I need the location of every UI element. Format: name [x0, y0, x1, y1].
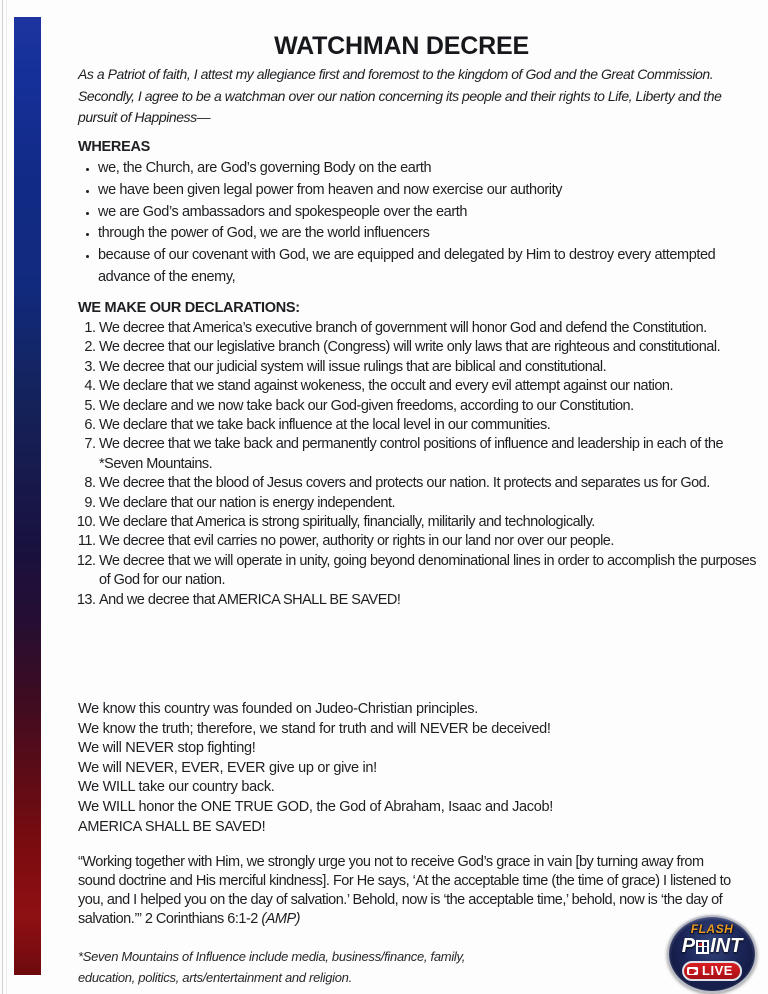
affirmation-line: We will NEVER stop fighting!: [78, 740, 256, 757]
declaration-item: 13. And we decree that AMERICA SHALL BE SAVED!: [99, 591, 761, 610]
affirmation-line: We know the truth; therefore, we stand for truth and will NEVER be deceived!: [78, 720, 551, 737]
declaration-item: 6. We declare that we take back influence at the local level in our communities.: [99, 416, 761, 435]
whereas-bullet: • we have been given legal power from heaven and now exercise our authority: [98, 180, 748, 202]
declaration-item: 11. We decree that evil carries no power, authority or rights in our land nor over our people.: [99, 532, 761, 551]
declaration-item: 4. We declare that we stand against wokeness, the occult and every evil attempt against our nation.: [99, 377, 761, 396]
flashpoint-live-logo: [667, 915, 757, 993]
flag-stripe: [14, 17, 41, 975]
affirmation-line: We know this country was founded on Judeo-Christian principles.: [78, 701, 478, 717]
whereas-heading: WHEREAS: [78, 139, 151, 155]
intro-paragraph: As a Patriot of faith, I attest my allegiance first and foremost to the kingdom of God and the Great Commission. Secondly, I agree to be a watchman over our nation concerning its people and their rights to Life, Liberty and the pursuit of Happiness—: [78, 66, 722, 125]
affirmations-block: [78, 700, 728, 837]
whereas-bullet: • through the power of God, we are the world influencers: [98, 223, 748, 245]
logo-point-text: [669, 935, 755, 958]
scripture-quote: [78, 853, 736, 929]
declaration-item: 12. We decree that we will operate in unity, going beyond denominational lines in order to accomplish the purposes of God for our nation.: [99, 552, 761, 591]
camera-icon: [687, 967, 698, 975]
declarations-list: [78, 319, 761, 610]
declaration-item: 1. We decree that America’s executive branch of government will honor God and defend the Constitution.: [99, 319, 761, 338]
declaration-item: 5. We declare and we now take back our God-given freedoms, according to our Constitution.: [99, 397, 761, 416]
seven-mountains-footnote: *Seven Mountains of Influence include media, business/finance, family, education, politics, arts/entertainment and religion.: [78, 949, 466, 985]
whereas-bullet: • because of our covenant with God, we are equipped and delegated by Him to destroy every attempted advance of the enemy,: [98, 245, 748, 289]
scan-edge-line: [2, 0, 7, 994]
document-title: WATCHMAN DECREE: [274, 31, 529, 60]
affirmation-line: We WILL honor the ONE TRUE GOD, the God of Abraham, Isaac and Jacob!: [78, 798, 553, 815]
affirmation-line: We will NEVER, EVER, EVER give up or give in!: [78, 759, 377, 776]
declaration-item: 7. We decree that we take back and permanently control positions of influence and leadership in each of the *Seven Mountains.: [99, 435, 761, 474]
whereas-bullet: • we are God’s ambassadors and spokespeople over the earth: [98, 202, 748, 224]
declaration-item: 10. We declare that America is strong spiritually, financially, militarily and technologically.: [99, 513, 761, 532]
declaration-item: 9. We declare that our nation is energy independent.: [99, 494, 761, 513]
point-grid-icon: [696, 940, 709, 954]
quote-version: (AMP): [261, 911, 300, 927]
whereas-bullet: • we, the Church, are God’s governing Body on the earth: [98, 158, 748, 180]
logo-flash-text: FLASH: [690, 922, 734, 936]
logo-point-int: INT: [710, 935, 743, 957]
quote-text: “Working together with Him, we strongly urge you not to receive God’s grace in vain [by turning away from sound doctrine and His merciful kindness]. For He says, ‘At the acceptable time (the time of grace) I listened to you, and I helped you on the day of salvation.’ Behold, now is ‘the acceptable time,’ behold, now is ‘the day of salvation.’” 2 Corinthians 6:1-2: [78, 854, 731, 927]
declaration-item: 8. We decree that the blood of Jesus covers and protects our nation. It protects and separates us for God.: [99, 474, 761, 493]
whereas-list: [78, 158, 748, 289]
affirmation-line: AMERICA SHALL BE SAVED!: [78, 818, 266, 835]
declarations-heading: WE MAKE OUR DECLARATIONS:: [78, 300, 300, 316]
logo-live-text: LIVE: [702, 963, 733, 978]
declaration-item: 3. We decree that our judicial system will issue rulings that are biblical and constitutional.: [99, 358, 761, 377]
logo-live-banner: [682, 961, 742, 981]
affirmation-line: We WILL take our country back.: [78, 779, 275, 796]
declaration-item: 2. We decree that our legislative branch (Congress) will write only laws that are righteous and constitutional.: [99, 338, 761, 357]
logo-point-p: P: [681, 935, 696, 957]
